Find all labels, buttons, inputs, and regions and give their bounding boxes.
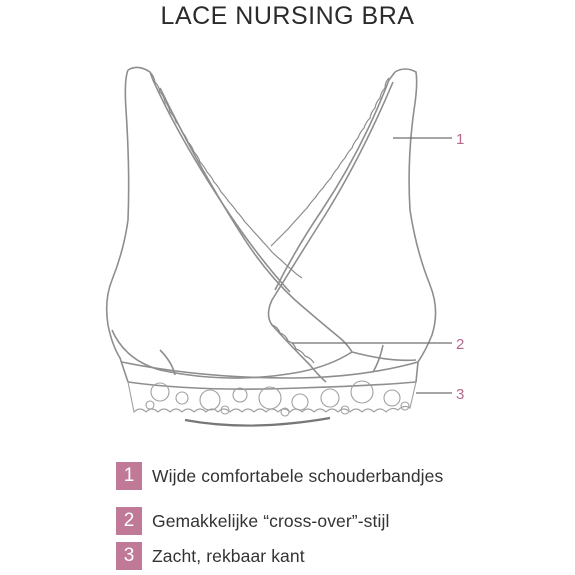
legend-item (116, 462, 443, 490)
legend-number-badge: 2 (116, 507, 142, 535)
legend-number-badge: 3 (116, 542, 142, 570)
legend-text: Gemakkelijke “cross-over”-stijl (152, 510, 390, 531)
callout-lines (292, 138, 452, 393)
legend-number-badge: 1 (116, 462, 142, 490)
legend-item (116, 542, 305, 570)
callout-number-3: 3 (456, 386, 465, 403)
legend-text: Wijde comfortabele schouderbandjes (152, 465, 444, 486)
lace-band (128, 381, 416, 426)
callout-number-1: 1 (456, 131, 465, 148)
legend-item (116, 507, 389, 535)
callout-number-2: 2 (456, 336, 465, 353)
bra-outline (107, 67, 436, 389)
legend-text: Zacht, rekbaar kant (152, 545, 305, 566)
page-title: LACE NURSING BRA (160, 2, 415, 30)
